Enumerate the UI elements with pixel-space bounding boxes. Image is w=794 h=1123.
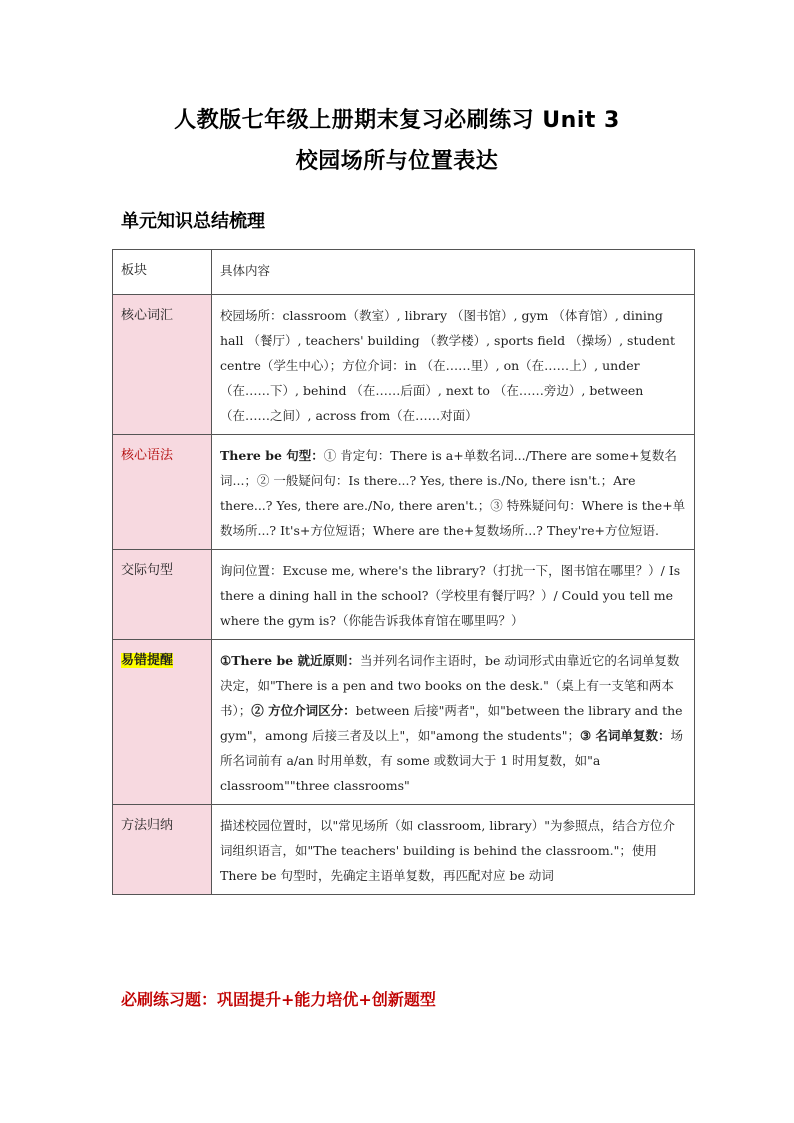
mistake-point-3-title: ③ 名词单复数： <box>579 728 671 743</box>
table-row-common-mistakes <box>113 640 695 805</box>
row-content <box>212 640 695 805</box>
knowledge-summary-table <box>112 249 695 895</box>
row-content <box>212 435 695 550</box>
header-label-cell: 板块 <box>113 250 212 295</box>
table-row-core-vocabulary <box>113 295 695 435</box>
row-label-text: 核心语法 <box>121 448 174 463</box>
table-row-communication <box>113 550 695 640</box>
practice-heading: 必刷练习题：巩固提升+能力培优+创新题型 <box>121 990 436 1009</box>
mistake-point-1-text: 当并列名词作主语时，be 动词形式由靠近它的名词单复数决定，如"There is a pen and two books on the desk."（桌上有一支笔和两本书）； <box>220 653 680 718</box>
header-content-cell: 具体内容 <box>212 250 695 295</box>
row-label: 核心词汇 <box>113 295 212 435</box>
table-row-core-grammar <box>113 435 695 550</box>
grammar-text: ① 肯定句：There is a+单数名词.../There are some+复数名词...；② 一般疑问句：Is there...? Yes, there is./No, there isn't.；Are there...? Yes, there are./No, there aren't.；③ 特殊疑问句：Where is the+单数场所...? It's+方位短语；Where are the+复数场所...? They're+方位短语. <box>220 448 686 538</box>
row-label: 方法归纳 <box>113 805 212 895</box>
highlighted-label: 易错提醒 <box>121 653 174 668</box>
mistake-point-1-title: ①There be 就近原则： <box>220 653 360 668</box>
row-content: 校园场所：classroom（教室）, library （图书馆）, gym （体育馆）, dining hall （餐厅）, teachers' building （教学楼）, sports field （操场）, student centre（学生中心）；方位介词：in （在……里）, on（在……上）, under（在……下）, behind （在……后面）, next to （在……旁边）, between（在……之间）, across from（在……对面） <box>212 295 695 435</box>
mistake-point-3-text: 场所名词前有 a/an 时用单数，有 some 或数词大于 1 时用复数，如"a classroom""three classrooms" <box>220 728 684 793</box>
row-label: 交际句型 <box>113 550 212 640</box>
table-row-method-summary <box>113 805 695 895</box>
section-heading: 单元知识总结梳理 <box>121 211 265 232</box>
row-label-mistakes <box>113 640 212 805</box>
row-content: 询问位置：Excuse me, where's the library?（打扰一下，图书馆在哪里？）/ Is there a dining hall in the school?（学校里有餐厅吗？）/ Could you tell me where the gym is?（你能告诉我体育馆在哪里吗？） <box>212 550 695 640</box>
document-title-line1: 人教版七年级上册期末复习必刷练习 Unit 3 <box>174 108 620 133</box>
table-header-row <box>113 250 695 295</box>
row-content: 描述校园位置时，以"常见场所（如 classroom, library）"为参照点，结合方位介词组织语言，如"The teachers' building is behind the classroom."；使用 There be 句型时，先确定主语单复数，再匹配对应 be 动词 <box>212 805 695 895</box>
mistake-point-2-text: between 后接"两者"，如"between the library and the gym"，among 后接三者及以上"，如"among the students"； <box>220 703 683 743</box>
grammar-bold-lead: There be 句型： <box>220 448 324 463</box>
mistake-point-2-title: ② 方位介词区分： <box>251 703 356 718</box>
document-title-line2: 校园场所与位置表达 <box>295 149 499 174</box>
row-label-grammar <box>113 435 212 550</box>
